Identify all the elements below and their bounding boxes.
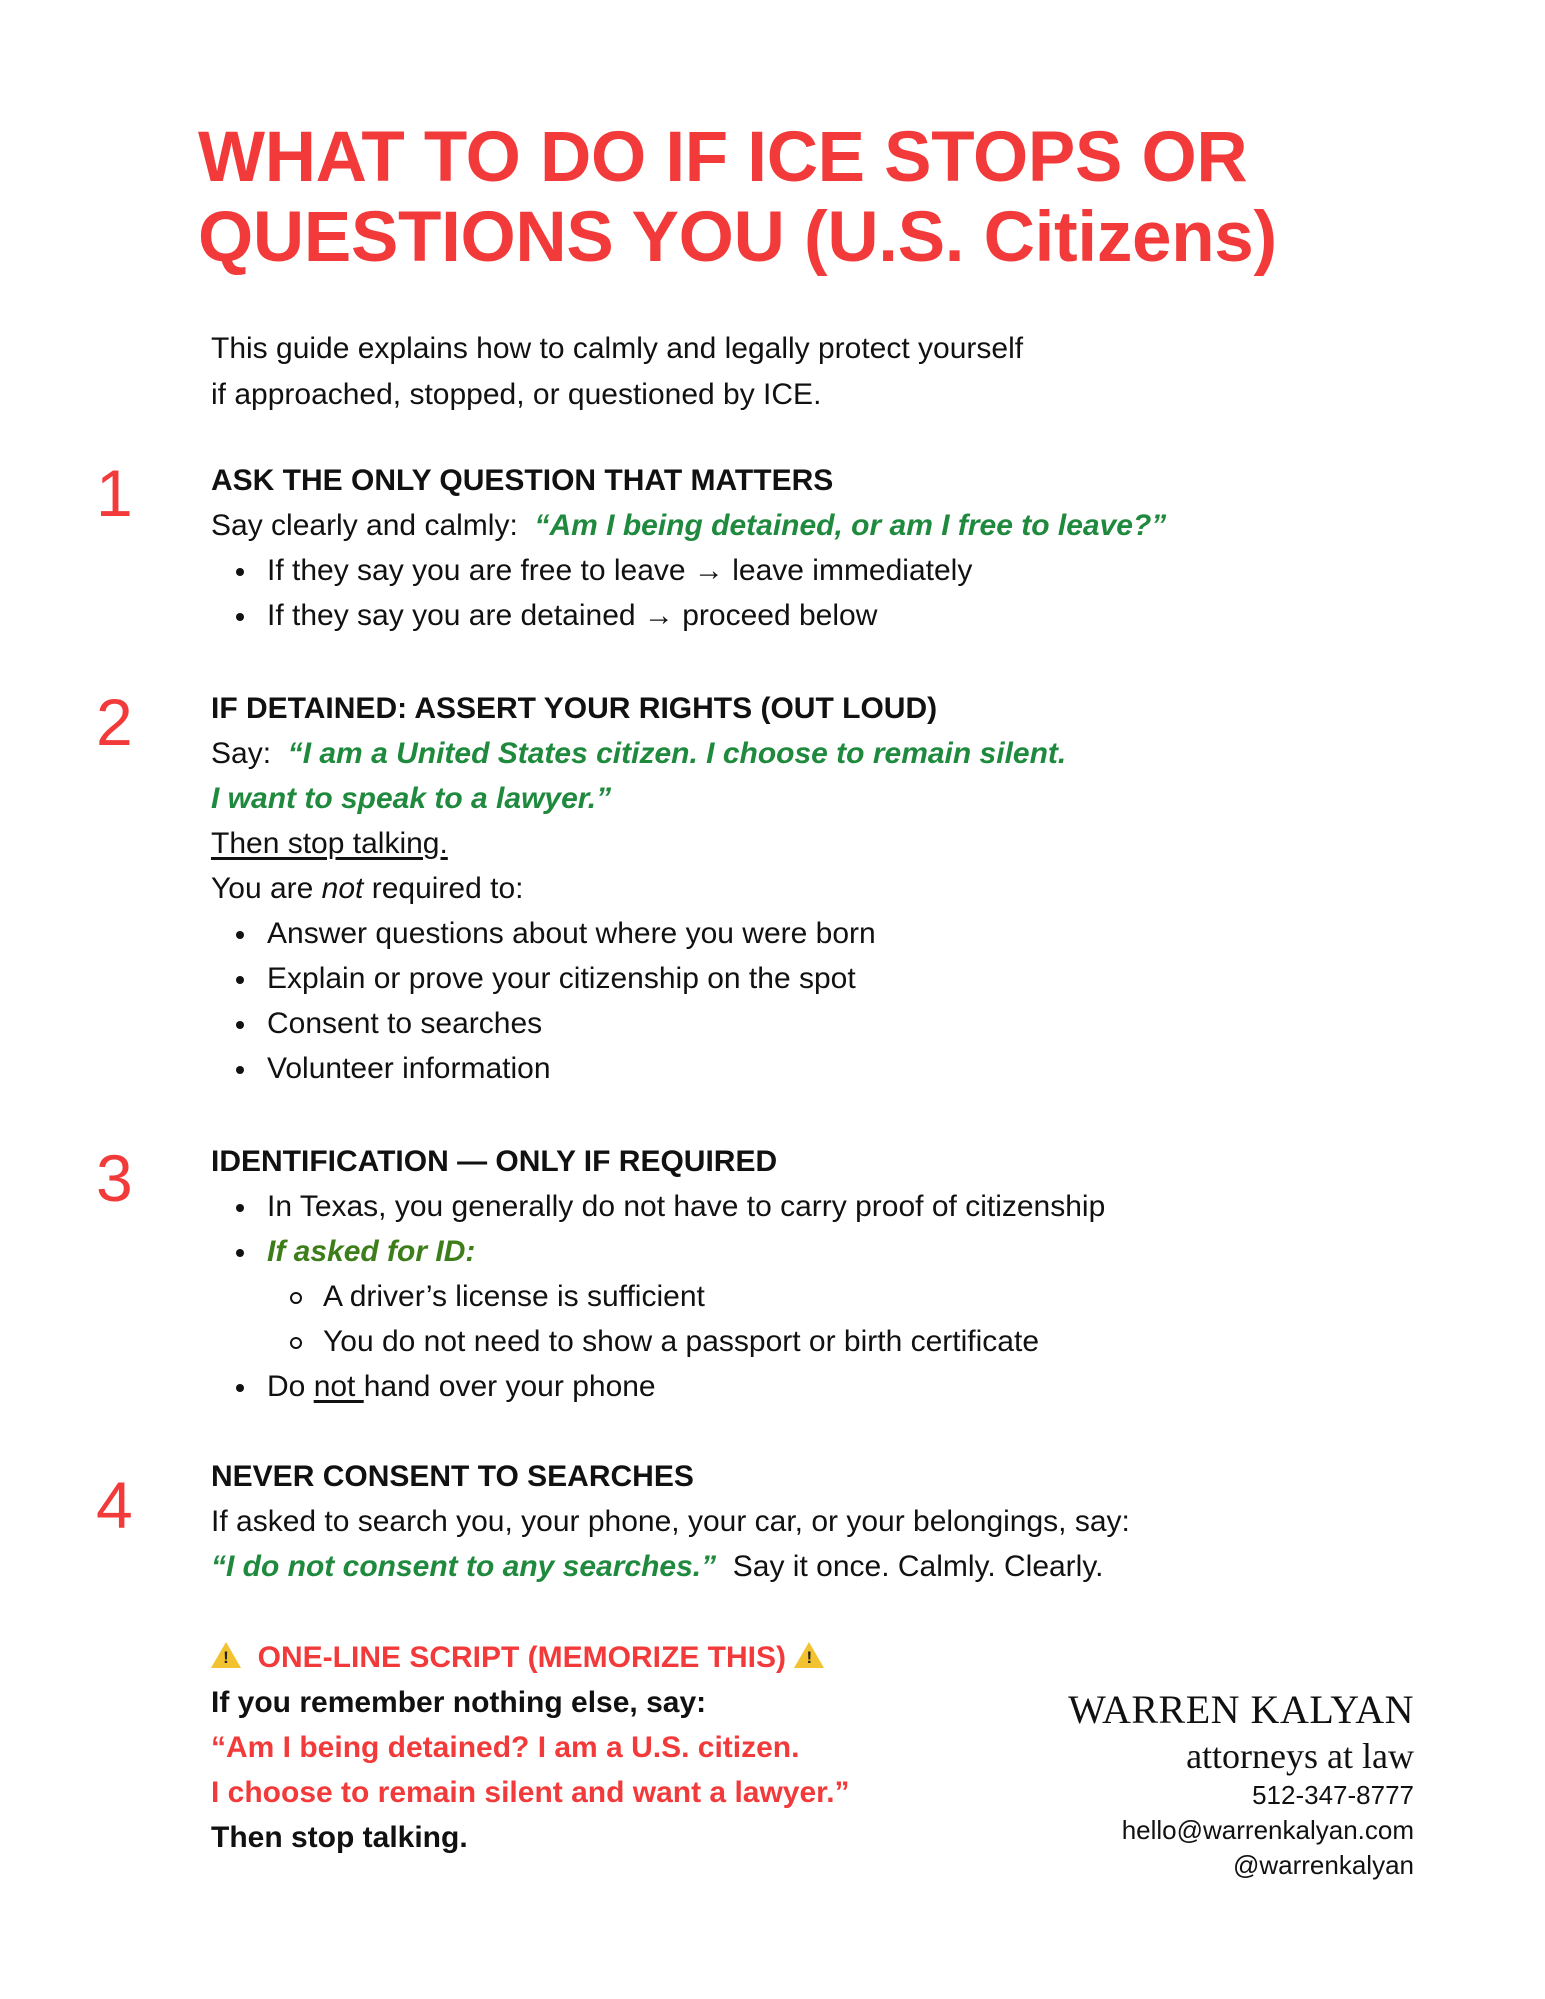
firm-tagline: attorneys at law [1186, 1736, 1414, 1776]
section-4 [211, 1454, 1130, 1589]
list-item [211, 1364, 1105, 1409]
page-title [198, 118, 1448, 278]
list-item: Volunteer information [211, 1046, 1066, 1091]
list-item: Consent to searches [211, 1001, 1066, 1046]
script-heading-line [211, 1635, 850, 1680]
section-2-stop-talking: Then stop talking. [211, 827, 448, 860]
title-line-2: QUESTIONS YOU (U.S. Citizens) [198, 198, 1277, 277]
section-3-number: 3 [96, 1141, 133, 1215]
section-1-say-prefix: Say clearly and calmly: [211, 509, 518, 542]
section-1-heading: ASK THE ONLY QUESTION THAT MATTERS [211, 464, 834, 497]
not-required-suffix: required to: [363, 872, 524, 905]
section-4-number: 4 [96, 1468, 133, 1542]
not-required-prefix: You are [211, 872, 322, 905]
list-item: If they say you are free to leave → leave immediately [211, 548, 1166, 593]
list-item: Answer questions about where you were born [211, 911, 1066, 956]
section-3 [211, 1139, 1105, 1409]
script-intro: If you remember nothing else, say: [211, 1686, 707, 1719]
title-line-1: WHAT TO DO IF ICE STOPS OR [198, 118, 1248, 197]
section-1-say-line [211, 503, 1166, 548]
phone-bullet-underlined: not [313, 1370, 364, 1403]
section-1 [211, 458, 1166, 638]
email-address: hello@warrenkalyan.com [1121, 1815, 1414, 1845]
section-2-say-prefix: Say: [211, 737, 272, 770]
script-heading: ONE-LINE SCRIPT (MEMORIZE THIS) [257, 1641, 786, 1674]
section-3-heading: IDENTIFICATION — ONLY IF REQUIRED [211, 1145, 778, 1178]
warning-icon: ! [211, 1642, 241, 1668]
section-3-bullets [211, 1184, 1105, 1409]
section-2-quote-line-1: “I am a United States citizen. I choose to remain silent. [287, 737, 1067, 770]
section-2 [211, 686, 1066, 1091]
section-2-say-line [211, 731, 1066, 776]
section-2-quote-line-2: I want to speak to a lawyer.” [211, 782, 612, 815]
firm-name: WARREN KALYAN [1068, 1687, 1414, 1732]
script-closing: Then stop talking. [211, 1821, 468, 1854]
one-line-script [211, 1635, 850, 1860]
section-4-line-1: If asked to search you, your phone, your car, or your belongings, say: [211, 1505, 1130, 1538]
section-3-sub-bullets [267, 1274, 1105, 1364]
list-item: A driver’s license is sufficient [267, 1274, 1105, 1319]
intro-line-2: if approached, stopped, or questioned by ICE. [211, 378, 822, 411]
contact-info [1122, 1778, 1414, 1883]
list-item: You do not need to show a passport or birth certificate [267, 1319, 1105, 1364]
script-quote-line-1: “Am I being detained? I am a U.S. citizen. [211, 1731, 800, 1764]
list-item: If they say you are detained → proceed below [211, 593, 1166, 638]
section-2-bullets [211, 911, 1066, 1091]
intro-paragraph [211, 326, 1023, 418]
section-2-heading: IF DETAINED: ASSERT YOUR RIGHTS (OUT LOUD) [211, 692, 938, 725]
section-4-quote-line [211, 1544, 1130, 1589]
if-asked-for-id: If asked for ID: [267, 1235, 476, 1268]
phone-bullet-prefix: Do [267, 1370, 314, 1403]
section-1-bullets [211, 548, 1166, 638]
social-handle: @warrenkalyan [1232, 1850, 1414, 1880]
phone-bullet-suffix: hand over your phone [363, 1370, 656, 1403]
intro-line-1: This guide explains how to calmly and legally protect yourself [211, 332, 1024, 365]
section-4-quote: “I do not consent to any searches.” [211, 1550, 717, 1583]
list-item [211, 1229, 1105, 1364]
section-1-quote: “Am I being detained, or am I free to leave?” [534, 509, 1167, 542]
not-required-emphasis: not [321, 872, 364, 905]
section-4-after: Say it once. Calmly. Clearly. [732, 1550, 1104, 1583]
script-quote-line-2: I choose to remain silent and want a lawyer.” [211, 1776, 850, 1809]
list-item: Explain or prove your citizenship on the spot [211, 956, 1066, 1001]
section-2-number: 2 [96, 685, 133, 759]
list-item: In Texas, you generally do not have to carry proof of citizenship [211, 1184, 1105, 1229]
section-1-number: 1 [96, 456, 133, 530]
phone-number: 512-347-8777 [1252, 1780, 1414, 1810]
section-4-heading: NEVER CONSENT TO SEARCHES [211, 1460, 694, 1493]
section-2-not-required [211, 866, 1066, 911]
firm-logo [914, 1686, 1414, 1778]
warning-icon: ! [794, 1642, 824, 1668]
